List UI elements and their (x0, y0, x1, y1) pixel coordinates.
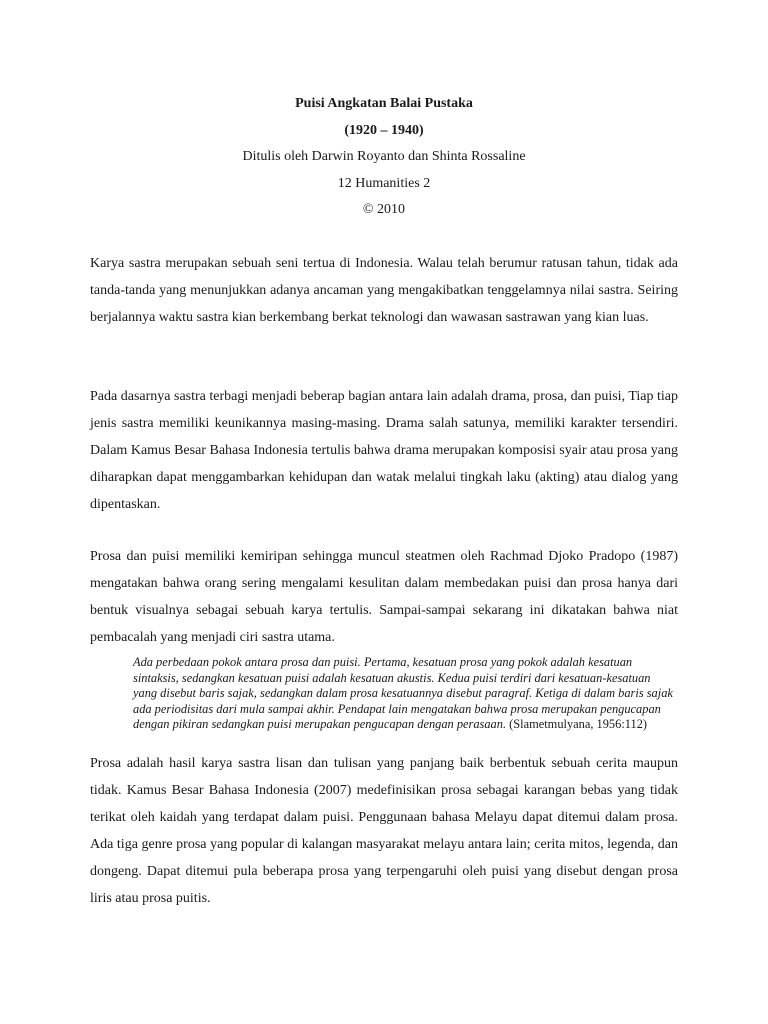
paragraph-prose-poetry: Prosa dan puisi memiliki kemiripan sehingga muncul steatmen oleh Rachmad Djoko Pradopo (1987) mengatakan bahwa orang sering mengalami kesulitan dalam membedakan puisi dan prosa hanya dari bentuk visualnya sebagai sebuah karya tertulis. Sampai-sampai sekarang ini dikatakan bahwa niat pembacalah yang menjadi ciri sastra utama. (90, 549, 678, 645)
block-quote (133, 655, 673, 733)
document-authors: Ditulis oleh Darwin Royanto dan Shinta Rossaline (242, 149, 526, 164)
document-class: 12 Humanities 2 (337, 175, 431, 191)
paragraph-prose-definition: Prosa adalah hasil karya sastra lisan dan tulisan yang panjang baik berbentuk sebuah cerita maupun tidak. Kamus Besar Bahasa Indonesia (2007) medefinisikan prosa sebagai karangan bebas yang tidak terikat oleh kaidah yang terdapat dalam puisi. Penggunaan bahasa Melayu dapat ditemui dalam prosa. Ada tiga genre prosa yang popular di kalangan masyarakat melayu antara lain; cerita mitos, legenda, dan dongeng. Dapat ditemui pula beberapa prosa yang terpengaruhi oleh puisi yang disebut dengan prosa liris atau prosa puitis. (90, 756, 678, 906)
document-period: (1920 – 1940) (344, 122, 424, 138)
paragraph-intro: Karya sastra merupakan sebuah seni tertua di Indonesia. Walau telah berumur ratusan tahun, tidak ada tanda-tanda yang menunjukkan adanya ancaman yang mengakibatkan tenggelamnya nilai sastra. Seiring berjalannya waktu sastra kian berkembang berkat teknologi dan wawasan sastrawan yang kian luas. (90, 256, 678, 325)
quote-citation: (Slametmulyana, 1956:112) (506, 717, 648, 731)
document-copyright: © 2010 (362, 202, 406, 217)
paragraph-genres: Pada dasarnya sastra terbagi menjadi beberap bagian antara lain adalah drama, prosa, dan puisi, Tiap tiap jenis sastra memiliki keunikannya masing-masing. Drama salah satunya, memiliki karakter tersendiri. Dalam Kamus Besar Bahasa Indonesia tertulis bahwa drama merupakan komposisi syair atau prosa yang diharapkan dapat menggambarkan kehidupan dan watak melalui tingkah laku (akting) atau dialog yang dipentaskan. (90, 389, 678, 512)
quote-text: Ada perbedaan pokok antara prosa dan puisi. Pertama, kesatuan prosa yang pokok adalah kesatuan sintaksis, sedangkan kesatuan puisi adalah kesatuan akustis. Kedua puisi terdiri dari kesatuan-kesatuan yang disebut baris sajak, sedangkan dalam prosa kesatuannya disebut paragraf. Ketiga di dalam baris sajak ada periodisitas dari mula sampai akhir. Pendapat lain mengatakan bahwa prosa merupakan pengucapan dengan pikiran sedangkan puisi merupakan pengucapan dengan perasaan. (133, 655, 673, 731)
document-title: Puisi Angkatan Balai Pustaka (295, 96, 473, 111)
document-header (90, 91, 678, 224)
